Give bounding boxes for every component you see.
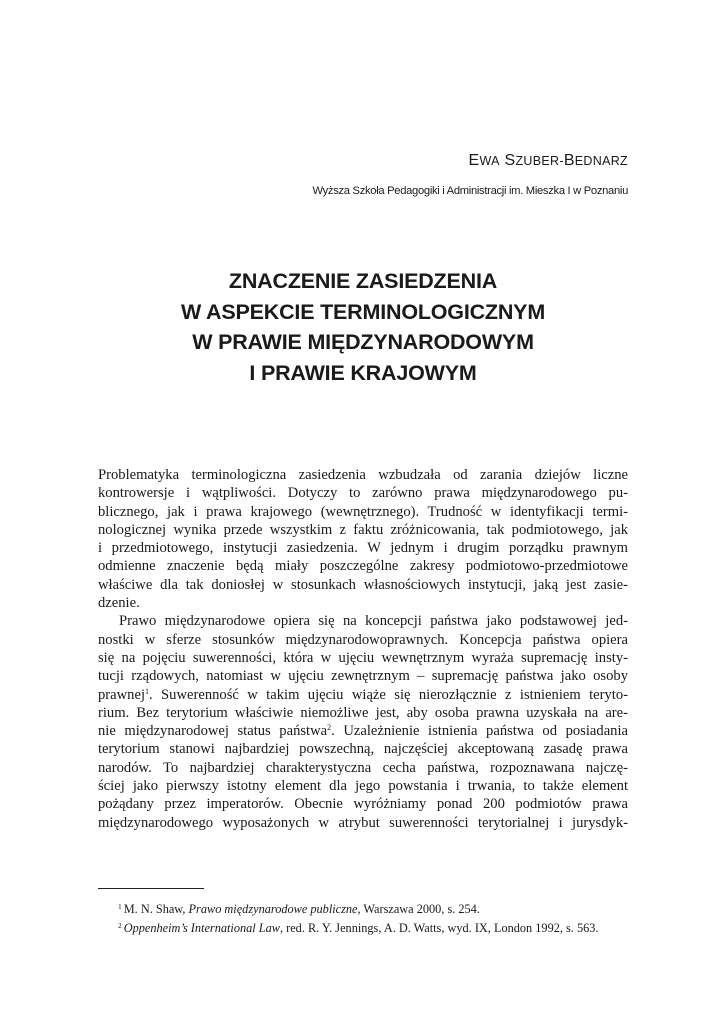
text-line <box>98 686 628 704</box>
footnote-number: 2 <box>118 921 122 930</box>
author-first-initial: E <box>468 152 480 169</box>
footnote-2 <box>98 919 628 938</box>
footnote-ref-2[interactable]: 2 <box>327 723 332 733</box>
author-name <box>468 152 628 170</box>
footnote-title: Prawo międzynarodowe publiczne <box>188 902 358 916</box>
text-line: blicznego, jak i prawa krajowego (wewnętrznego). Trudność w identyfikacji termi- <box>98 503 628 520</box>
footnotes <box>98 900 628 938</box>
text-line <box>98 722 628 740</box>
text-line: tucji rządowych, natomiast w ujęciu zewnętrznym – supremację państwa jako osoby <box>98 668 628 685</box>
text-line: terytorium stanowi najbardziej powszechną, najczęściej akceptowaną zasadę prawa <box>98 741 628 758</box>
text-line: nologicznej wynika przede wszystkim z faktu zróżnicowania, tak podmiotowego, jak <box>98 521 628 538</box>
text-line: międzynarodowego wyposażonych w atrybut suwerenności terytorialnej i jurysdyk- <box>98 814 628 831</box>
text-line: ściej jako pierwszy istotny element dla jego powstania i trwania, to także element <box>98 778 628 795</box>
text-line: kontrowersje i wątpliwości. Dotyczy to zarówno prawa międzynarodowego pu- <box>98 485 628 502</box>
title-line: W ASPEKCIE TERMINOLOGICZNYM <box>180 299 546 324</box>
paragraph-2 <box>98 612 628 832</box>
text-line: pożądany przez imperatorów. Obecnie wyróżniamy ponad 200 podmiotów prawa <box>98 796 628 813</box>
footnote-separator <box>98 888 204 889</box>
text-fragment: . Suwerenność w takim ujęciu wiąże się nierozłącznie z istnieniem teryto- <box>149 686 628 703</box>
footnote-text: , Warszawa 2000, s. 254. <box>357 902 480 916</box>
footnote-text: M. N. Shaw, <box>123 902 189 916</box>
footnote-text: , red. R. Y. Jennings, A. D. Watts, wyd. IX, London 1992, s. 563. <box>279 921 599 935</box>
text-line: i przedmiotowego, instytucji zasiedzenia. W jednym i drugim porządku prawnym <box>98 540 628 557</box>
text-fragment: . Uzależnienie istnienia państwa od posiadania <box>331 723 628 740</box>
footnote-title: Oppenheim’s International Law <box>123 921 280 935</box>
text-line: nostki w sferze stosunków międzynarodowoprawnych. Koncepcja państwa opiera <box>98 631 628 648</box>
text-line: odmienne znaczenie będą miały poszczególne zakresy podmiotowo-przedmiotowe <box>98 558 628 575</box>
text-line: rium. Bez terytorium właściwie niemożliwe jest, aby osoba prawna uzyskała na are- <box>98 704 628 721</box>
title-line: W PRAWIE MIĘDZYNARODOWYM <box>192 330 534 354</box>
author-first-rest: WA <box>479 154 500 168</box>
text-fragment: nie międzynarodowej status państwa <box>98 723 328 740</box>
text-line: dzenie. <box>98 595 140 612</box>
author-affiliation: Wyższa Szkoła Pedagogiki i Administracji im. Mieszka I w Poznaniu <box>312 185 628 197</box>
text-line: Prawo międzynarodowe opiera się na koncepcji państwa jako podstawowej jed- <box>119 613 628 630</box>
author-last-initial-2: B <box>563 152 575 169</box>
author-last-rest-1: ZUBER- <box>515 154 564 168</box>
title-line: I PRAWIE KRAJOWYM <box>249 360 477 385</box>
text-line: Problematyka terminologiczna zasiedzenia wzbudzała od zarania dziejów liczne <box>98 467 628 483</box>
paragraph-1 <box>98 466 628 612</box>
footnote-ref-1[interactable]: 1 <box>145 686 150 696</box>
text-line: właściwe dla tak doniosłej w stosunkach własnościowych instytucji, jaką jest zasie- <box>98 576 628 593</box>
title-line: ZNACZENIE ZASIEDZENIA <box>228 269 498 293</box>
footnote-1 <box>98 900 628 919</box>
text-line: narodów. To najbardziej charakterystyczna cecha państwa, rozpoznawana najczę- <box>98 759 628 776</box>
author-last-rest-2: EDNARZ <box>574 154 628 168</box>
article-body <box>98 466 628 832</box>
text-line: się na pojęciu suwerenności, która w ujęciu wewnętrznym wyraża supremację insty- <box>98 649 628 666</box>
footnote-number: 1 <box>118 902 122 911</box>
article-title <box>98 266 628 388</box>
author-last-initial-1: S <box>504 152 516 169</box>
text-fragment: prawnej <box>98 686 146 703</box>
